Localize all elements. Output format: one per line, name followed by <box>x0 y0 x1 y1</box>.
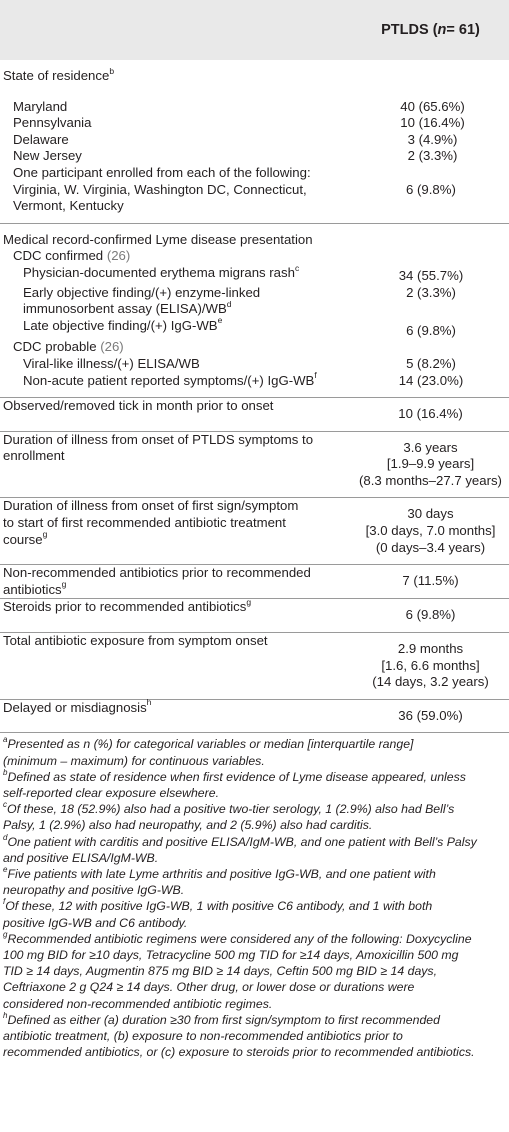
footnote-c: $^c$Of these, 18 (52.9%) also had a positive two-tier serology, 1 (2.9%) also had Bell’s Palsy, 1 (2.9%) also had neuropathy, and 2 (5.9%) also had carditis. <box>3 800 455 833</box>
list-item: Late objective finding/(+) IgG-$WB^e$ 6 (9.8%) <box>23 315 456 338</box>
footnote-g: $^g$Recommended antibiotic regimens were considered any of the following: Doxycycline 100 mg BID for ≥10 days, Tetracycline 500 mg TID for ≥14 days, Amoxicillin 500 mg TID ≥ 14 days, Augmentin 875 mg BID ≥ 14 days, Ceftin 500 mg BID ≥ 14 days, Ceftriaxone 2 g Q24 ≥ 14 days. Other drug, or lower dose or durations were considered non-recommended antibiotic regimes. <box>3 929 472 1011</box>
list-item: Delaware 3 (4.9%) <box>13 131 458 147</box>
footnotes <box>0 733 509 1060</box>
row-duration-first-sign: Duration of illness from onset of first sign/symptom to start of first recommended antibiotic treatment course$^g$ 30 days [3.0 days, 7.0 months] (0 days–3.4 years) <box>0 498 509 565</box>
footnote-h: $^h$Defined as either (a) duration ≥30 from first sign/symptom to first recommended antibiotic treatment, (b) exposure to non-recommended antibiotics prior to recommended antibiotics, or (c) exposure to steroids prior to recommended antibiotics. <box>3 1010 475 1060</box>
section-title-residence: State of residence$^b$ <box>3 65 115 83</box>
row-non-recommended-antibiotics: Non-recommended antibiotics prior to recommended antibiotics$^g$ 7 (11.5%) <box>0 565 509 599</box>
table-header <box>0 0 509 60</box>
footnote-e: $^e$Five patients with late Lyme arthritis and positive IgG-WB, and one patient with neuropathy and positive IgG-WB. <box>3 864 436 898</box>
footnote-a: $^a$Presented as n (%) for categorical variables or median [interquartile range] (minimum – maximum) for continuous variables. <box>3 735 414 768</box>
row-tick: Observed/removed tick in month prior to onset 10 (16.4%) <box>0 398 509 432</box>
row-state-of-residence <box>0 60 509 224</box>
list-item: Pennsylvania 10 (16.4%) <box>13 115 465 131</box>
list-item: Non-acute patient reported symptoms/(+) IgG-$WB^f$ 14 (23.0%) <box>23 370 464 388</box>
list-item: New Jersey 2 (3.3%) <box>13 148 458 164</box>
list-item: Viral-like illness/(+) ELISA/WB 5 (8.2%) <box>23 355 456 371</box>
subheading-cdc-confirmed: CDC confirmed (26) <box>13 248 131 264</box>
footnote-d: $^d$One patient with carditis and positive ELISA/IgM-WB, and one patient with Bell’s Palsy and positive ELISA/IgM-WB. <box>3 832 477 865</box>
section-title-presentation: Medical record-confirmed Lyme disease presentation <box>3 231 313 247</box>
row-duration-ptlds: Duration of illness from onset of PTLDS symptoms to enrollment 3.6 years [1.9–9.9 years] (8.3 months–27.7 years) <box>0 432 509 499</box>
row-lyme-presentation <box>0 224 509 398</box>
list-item-other-states: One participant enrolled from each of the following: Virginia, W. Virginia, Washington DC, Connecticut, Vermont, Kentucky 6 (9.8%) <box>13 164 456 214</box>
row-steroids: Steroids prior to recommended antibiotics$^g$ 6 (9.8%) <box>0 599 509 633</box>
footnote-f: $^f$Of these, 12 with positive IgG-WB, 1 with positive C6 antibody, and 1 with both positive IgG-WB and C6 antibody. <box>3 897 433 930</box>
row-delayed-misdiagnosis: Delayed or misdiagnosis$^h$ 36 (59.0%) <box>0 700 509 734</box>
footnote-b: $^b$Defined as state of residence when first evidence of Lyme disease appeared, unless self-reported clear exposure elsewhere. <box>3 767 466 801</box>
list-item: Early objective finding/(+) enzyme-linked immunosorbent assay $(ELISA)/WB^d$ 2 (3.3%) <box>23 284 456 317</box>
row-total-antibiotic-exposure: Total antibiotic exposure from symptom onset 2.9 months [1.6, 6.6 months] (14 days, 3.2 years) <box>0 633 509 700</box>
column-header-ptlds: PTLDS ( n = 61) <box>381 22 480 38</box>
list-item: Physician-documented erythema migrans rash$^c$ 34 (55.7%) <box>23 262 464 283</box>
subheading-cdc-probable: CDC probable (26) <box>13 339 124 355</box>
list-item: Maryland 40 (65.6%) <box>13 98 465 114</box>
